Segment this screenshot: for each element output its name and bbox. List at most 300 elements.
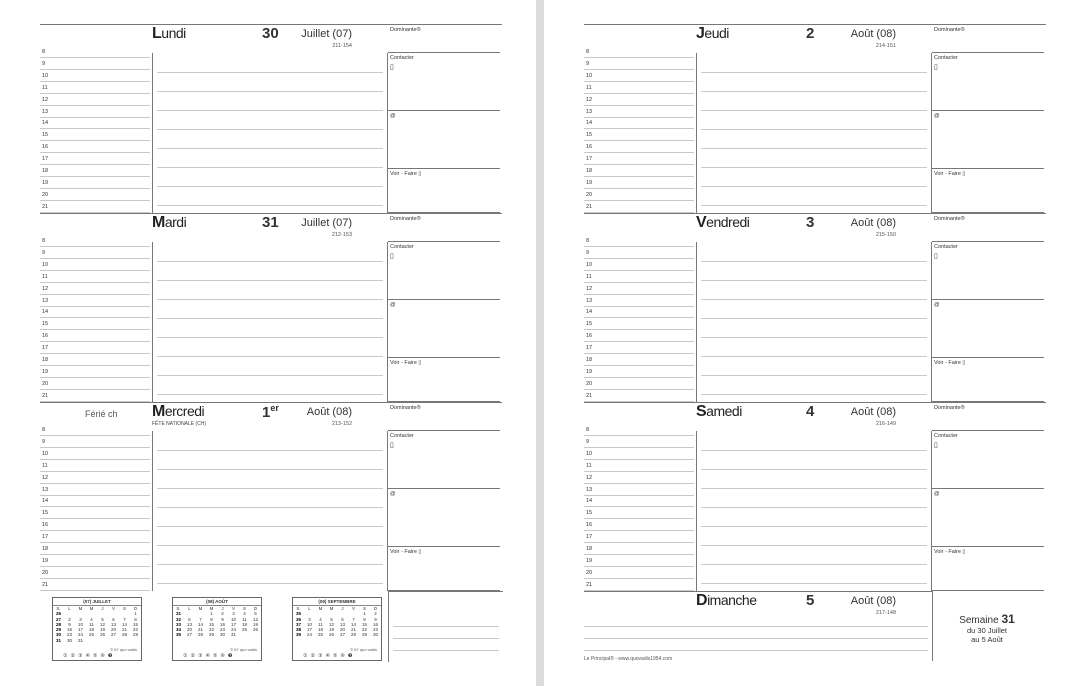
- mini-calendar-title: (07) JUILLET: [53, 598, 141, 606]
- day-of-year-code: 214-151: [875, 43, 896, 49]
- dominante-box[interactable]: [388, 25, 500, 53]
- calendar-day: [86, 638, 97, 643]
- calendar-day: 28: [350, 632, 356, 638]
- week-range-end: au 5 Août: [971, 635, 1003, 644]
- contacter-box[interactable]: [388, 242, 500, 300]
- email-box[interactable]: [932, 300, 1044, 358]
- mini-calendar-credit: © 67 quo vadis: [230, 647, 257, 652]
- weekday-label: L: [308, 606, 311, 611]
- mini-calendar: [52, 597, 142, 661]
- week-number: 33: [175, 621, 181, 627]
- note-line: [157, 91, 383, 92]
- note-line: [701, 526, 927, 527]
- contacter-label: Contacter: [390, 433, 414, 439]
- email-box[interactable]: [388, 111, 500, 169]
- weekday-label: V: [351, 606, 355, 611]
- phone-icon: ▯: [390, 442, 394, 449]
- calendar-day: 9: [374, 616, 377, 622]
- calendar-day: 30: [219, 632, 225, 638]
- hour-label: 21: [586, 203, 593, 210]
- dominante-box[interactable]: [388, 403, 500, 431]
- hour-label: 14: [42, 309, 49, 316]
- calendar-day: 1: [134, 611, 137, 617]
- note-line: [701, 205, 927, 206]
- calendar-day: 2: [374, 611, 377, 617]
- voir-faire-label: Voir - Faire ▯: [934, 171, 966, 177]
- left-bottom-notes[interactable]: [388, 591, 503, 662]
- hour-label: 15: [586, 321, 593, 328]
- calendar-day: 17: [306, 627, 312, 633]
- dominante-label: Dominante®: [390, 405, 421, 411]
- voir-faire-label: Voir - Faire ▯: [390, 549, 422, 555]
- hour-label: 12: [42, 96, 49, 103]
- week-number: 35: [295, 611, 301, 617]
- note-line: [157, 394, 383, 395]
- note-line: [584, 638, 928, 639]
- day-number: [262, 214, 279, 231]
- email-box[interactable]: [388, 300, 500, 358]
- calendar-day: 17: [77, 627, 83, 633]
- hour-column: [584, 214, 694, 402]
- contacter-box[interactable]: [932, 53, 1044, 111]
- notes-area[interactable]: [152, 53, 388, 213]
- weekday-label: M: [198, 606, 203, 611]
- calendar-day: 25: [317, 632, 323, 638]
- hour-label: 17: [586, 156, 593, 163]
- week-number: 26: [55, 611, 61, 617]
- month-name: Août (08): [850, 595, 896, 607]
- day-number-value: 2: [806, 25, 815, 42]
- dominante-box[interactable]: [932, 214, 1044, 242]
- day-block: [584, 24, 1046, 213]
- hour-column: [584, 25, 694, 213]
- hour-label: 16: [42, 522, 49, 529]
- contacter-box[interactable]: [388, 53, 500, 111]
- side-column: [388, 25, 500, 213]
- mini-calendar-grid: [173, 606, 261, 638]
- weekday-label: M: [89, 606, 94, 611]
- weekday-label: V: [111, 606, 115, 611]
- calendar-day: 3: [232, 611, 235, 617]
- email-label: @: [390, 302, 396, 308]
- calendar-day: 14: [121, 621, 127, 627]
- day-number-value: 1: [262, 404, 271, 421]
- hour-label: 19: [586, 368, 593, 375]
- side-column: [932, 25, 1044, 213]
- mini-calendar-grid: [53, 606, 141, 643]
- hour-row[interactable]: [40, 389, 150, 402]
- note-line: [157, 583, 383, 584]
- week-number: 30: [55, 632, 61, 638]
- hour-row[interactable]: [584, 389, 694, 402]
- note-line: [393, 650, 499, 651]
- note-line: [157, 507, 383, 508]
- email-label: @: [390, 491, 396, 497]
- notes-area[interactable]: [696, 431, 932, 591]
- hour-label: 15: [42, 132, 49, 139]
- voir-faire-box[interactable]: [388, 547, 500, 591]
- calendar-day: 27: [339, 632, 345, 638]
- note-line: [157, 450, 383, 451]
- calendar-day: 16: [372, 621, 378, 627]
- note-line: [701, 280, 927, 281]
- calendar-day: 20: [186, 627, 192, 633]
- calendar-day: 23: [372, 627, 378, 633]
- note-line: [701, 148, 927, 149]
- calendar-day: 23: [66, 632, 72, 638]
- calendar-day: 12: [99, 621, 105, 627]
- contacter-label: Contacter: [934, 244, 958, 250]
- weekday-label: V: [231, 606, 235, 611]
- hour-label: 18: [42, 546, 49, 552]
- contacter-box[interactable]: [932, 242, 1044, 300]
- calendar-day: 30: [66, 637, 72, 643]
- side-column: [388, 214, 500, 402]
- calendar-day: 2: [221, 611, 224, 617]
- calendar-day: 26: [99, 632, 105, 638]
- calendar-day: 15: [132, 621, 138, 627]
- day-of-year-code: 213-152: [331, 421, 352, 427]
- phone-icon: ▯: [390, 253, 394, 260]
- calendar-day: 11: [318, 621, 323, 627]
- day-number: [806, 214, 814, 231]
- day-name: Samedi: [696, 403, 742, 420]
- side-column: [932, 403, 1044, 591]
- calendar-day: 19: [328, 627, 334, 633]
- day-number: [806, 403, 814, 420]
- calendar-day: 12: [328, 621, 334, 627]
- mini-calendar-credit: © 67 quo vadis: [350, 647, 377, 652]
- weekday-label: M: [209, 606, 214, 611]
- weekday-circles: ①②③④⑤⑥❼: [183, 653, 236, 659]
- calendar-day: 13: [186, 621, 192, 627]
- hour-column: [40, 25, 150, 213]
- hour-label: 9: [42, 438, 46, 445]
- weekday-label: L: [68, 606, 71, 611]
- calendar-day: 25: [88, 632, 94, 638]
- note-line: [701, 356, 927, 357]
- calendar-day: 15: [361, 621, 367, 627]
- day-name: Lundi: [152, 25, 186, 42]
- note-line: [157, 469, 383, 470]
- calendar-day: 22: [361, 627, 367, 633]
- hour-label: 15: [586, 510, 593, 517]
- note-line: [157, 72, 383, 73]
- hour-column: [40, 403, 150, 591]
- note-line: [701, 488, 927, 489]
- dominante-label: Dominante®: [390, 27, 421, 33]
- calendar-day: 5: [101, 616, 104, 622]
- calendar-day: 21: [350, 627, 356, 633]
- hour-label: 15: [586, 132, 593, 139]
- note-line: [157, 526, 383, 527]
- month-name: Août (08): [850, 217, 896, 229]
- email-box[interactable]: [932, 111, 1044, 169]
- hour-label: 12: [586, 96, 593, 103]
- week-range-start: du 30 Juillet: [966, 626, 1008, 635]
- mini-calendar-title: (08) AOÛT: [173, 598, 261, 606]
- week-number: 36: [295, 616, 301, 622]
- weekday-circles: ①②③④⑤⑥❼: [63, 653, 116, 659]
- month-name: Août (08): [306, 406, 352, 418]
- weekday-label: M: [329, 606, 334, 611]
- calendar-day: [119, 638, 130, 643]
- notes-area[interactable]: [152, 242, 388, 402]
- note-line: [157, 375, 383, 376]
- calendar-day: 9: [221, 616, 224, 622]
- calendar-day: 9: [68, 621, 71, 627]
- hour-label: 9: [586, 60, 590, 67]
- voir-faire-label: Voir - Faire ▯: [390, 360, 422, 366]
- week-number: 37: [295, 621, 301, 627]
- hour-column: [40, 214, 150, 402]
- calendar-day: 21: [121, 627, 127, 633]
- week-label-line: [942, 612, 1032, 626]
- note-line: [157, 261, 383, 262]
- calendar-day: 17: [230, 621, 236, 627]
- hour-label: 13: [42, 297, 49, 304]
- hour-label: 19: [42, 557, 49, 564]
- note-line: [701, 186, 927, 187]
- voir-faire-label: Voir - Faire ▯: [934, 549, 966, 555]
- hour-label: 12: [42, 474, 49, 481]
- weekday-label: M: [318, 606, 323, 611]
- day-name: Mercredi: [152, 403, 205, 420]
- note-line: [701, 261, 927, 262]
- voir-faire-box[interactable]: [388, 358, 500, 402]
- hour-row[interactable]: [584, 200, 694, 213]
- day-block: [584, 402, 1046, 591]
- phone-icon: ▯: [934, 253, 938, 260]
- calendar-day: 6: [112, 616, 115, 622]
- voir-faire-box[interactable]: [932, 169, 1044, 213]
- hour-label: 10: [586, 261, 593, 268]
- hour-label: 11: [586, 84, 592, 91]
- voir-faire-label: Voir - Faire ▯: [934, 360, 966, 366]
- dominante-box[interactable]: [388, 214, 500, 242]
- week-number: 32: [175, 616, 181, 622]
- hour-label: 20: [586, 380, 593, 387]
- hour-row[interactable]: [584, 578, 694, 591]
- note-line: [701, 337, 927, 338]
- day-block: [40, 402, 502, 591]
- contacter-box[interactable]: [932, 431, 1044, 489]
- hour-row[interactable]: [40, 578, 150, 591]
- day-number-value: 31: [262, 214, 279, 231]
- note-line: [157, 186, 383, 187]
- hour-label: 21: [586, 392, 593, 399]
- hour-label: 16: [586, 522, 593, 529]
- hour-label: 9: [586, 438, 590, 445]
- week-summary: [942, 612, 1032, 644]
- calendar-day: 22: [208, 627, 214, 633]
- side-column: [932, 214, 1044, 402]
- contacter-label: Contacter: [390, 55, 414, 61]
- week-number: 27: [55, 616, 61, 622]
- notes-area[interactable]: [696, 242, 932, 402]
- hour-label: 21: [42, 392, 49, 399]
- voir-faire-box[interactable]: [932, 358, 1044, 402]
- mini-calendar-title: (09) SEPTEMBRE: [293, 598, 381, 606]
- hour-row[interactable]: [40, 200, 150, 213]
- weekday-label: S: [362, 606, 366, 611]
- day-of-year-code: 212-153: [331, 232, 352, 238]
- hour-label: 11: [586, 273, 592, 280]
- email-label: @: [390, 113, 396, 119]
- calendar-day: 24: [306, 632, 312, 638]
- calendar-day: 31: [77, 637, 83, 643]
- hour-label: 19: [586, 179, 593, 186]
- note-line: [157, 280, 383, 281]
- calendar-day: 27: [110, 632, 116, 638]
- note-line: [701, 507, 927, 508]
- mini-calendar-credit: © 67 quo vadis: [110, 647, 137, 652]
- calendar-day: 13: [110, 621, 116, 627]
- calendar-day: 18: [317, 627, 323, 633]
- contacter-box[interactable]: [388, 431, 500, 489]
- hour-label: 17: [42, 156, 49, 163]
- calendar-day: 12: [252, 616, 258, 622]
- hour-label: 10: [42, 72, 49, 79]
- calendar-day: [250, 632, 261, 637]
- calendar-day: [130, 638, 141, 643]
- hour-label: 18: [586, 357, 593, 363]
- weekday-label: J: [341, 606, 344, 611]
- calendar-day: 4: [243, 611, 246, 617]
- hour-label: 11: [586, 462, 592, 469]
- calendar-day: 30: [372, 632, 378, 638]
- note-line: [393, 638, 499, 639]
- note-line: [157, 564, 383, 565]
- weekday-label: D: [133, 606, 138, 611]
- holiday-flag: Férié ch: [85, 409, 118, 419]
- day-block: [40, 24, 502, 213]
- calendar-day: 29: [208, 632, 214, 638]
- hour-label: 20: [42, 380, 49, 387]
- book-spine: [536, 0, 544, 686]
- hour-label: 13: [42, 108, 49, 115]
- note-line: [157, 318, 383, 319]
- notes-area[interactable]: [152, 431, 388, 591]
- hour-label: 13: [586, 486, 593, 493]
- calendar-day: [97, 638, 108, 643]
- calendar-day: 14: [197, 621, 203, 627]
- hour-label: 9: [42, 60, 46, 67]
- hour-label: 11: [42, 273, 48, 280]
- hour-label: 10: [586, 72, 593, 79]
- hour-label: 17: [586, 345, 593, 352]
- hour-label: 8: [42, 427, 46, 433]
- dominante-label: Dominante®: [934, 216, 965, 222]
- dominante-box[interactable]: [932, 25, 1044, 53]
- note-line: [701, 72, 927, 73]
- calendar-day: 1: [363, 611, 366, 617]
- day-name: Jeudi: [696, 25, 729, 42]
- hour-label: 19: [42, 368, 49, 375]
- day-number-suffix: er: [270, 403, 279, 413]
- calendar-day: 8: [363, 616, 366, 622]
- week-number: 31: [1001, 612, 1015, 626]
- calendar-day: 27: [186, 632, 192, 638]
- hour-label: 12: [42, 285, 49, 292]
- hour-label: 9: [42, 249, 46, 256]
- voir-faire-box[interactable]: [932, 547, 1044, 591]
- week-number: 38: [295, 627, 301, 633]
- week-number: 29: [55, 627, 61, 633]
- calendar-day: 11: [242, 616, 247, 622]
- note-line: [157, 110, 383, 111]
- weekday-label: S.: [176, 606, 181, 611]
- day-of-year-code: 215-150: [875, 232, 896, 238]
- hour-label: 14: [586, 498, 593, 505]
- calendar-day: 18: [241, 621, 247, 627]
- email-box[interactable]: [388, 489, 500, 547]
- day-name: Vendredi: [696, 214, 750, 231]
- day-of-year-code: 216-149: [875, 421, 896, 427]
- hour-label: 14: [586, 309, 593, 316]
- hour-label: 19: [586, 557, 593, 564]
- month-name: Juillet (07): [301, 217, 352, 229]
- dominante-box[interactable]: [932, 403, 1044, 431]
- hour-label: 19: [42, 179, 49, 186]
- day-number: [806, 25, 814, 42]
- week-number: 31: [175, 611, 181, 617]
- hour-label: 18: [42, 168, 49, 174]
- note-line: [393, 626, 499, 627]
- mini-calendar-week: [293, 632, 381, 637]
- note-line: [157, 205, 383, 206]
- calendar-day: 6: [341, 616, 344, 622]
- note-line: [701, 318, 927, 319]
- hour-label: 12: [586, 285, 593, 292]
- week-number: 34: [175, 627, 181, 633]
- calendar-day: [108, 638, 119, 643]
- note-line: [701, 394, 927, 395]
- weekday-label: J: [221, 606, 224, 611]
- voir-faire-label: Voir - Faire ▯: [390, 171, 422, 177]
- day-number-value: 4: [806, 403, 815, 420]
- calendar-day: 8: [210, 616, 213, 622]
- hour-label: 16: [586, 333, 593, 340]
- note-line: [157, 129, 383, 130]
- week-label: Semaine: [959, 615, 999, 626]
- calendar-day: 20: [339, 627, 345, 633]
- hour-label: 18: [42, 357, 49, 363]
- dominante-label: Dominante®: [934, 405, 965, 411]
- month-name: Juillet (07): [301, 28, 352, 40]
- voir-faire-box[interactable]: [388, 169, 500, 213]
- calendar-day: 11: [89, 621, 94, 627]
- email-label: @: [934, 113, 940, 119]
- calendar-day: 7: [352, 616, 355, 622]
- hour-label: 13: [42, 486, 49, 493]
- hour-label: 17: [42, 345, 49, 352]
- hour-label: 18: [586, 546, 593, 552]
- hour-label: 15: [42, 321, 49, 328]
- calendar-day: 3: [79, 616, 82, 622]
- weekday-label: S.: [296, 606, 301, 611]
- hour-label: 12: [586, 474, 593, 481]
- hour-label: 14: [586, 120, 593, 127]
- mini-calendar: [292, 597, 382, 661]
- calendar-day: 24: [230, 627, 236, 633]
- note-line: [701, 583, 927, 584]
- hour-label: 20: [42, 569, 49, 576]
- email-box[interactable]: [932, 489, 1044, 547]
- notes-area[interactable]: [696, 53, 932, 213]
- day-number: [262, 25, 279, 42]
- calendar-day: 16: [66, 627, 72, 633]
